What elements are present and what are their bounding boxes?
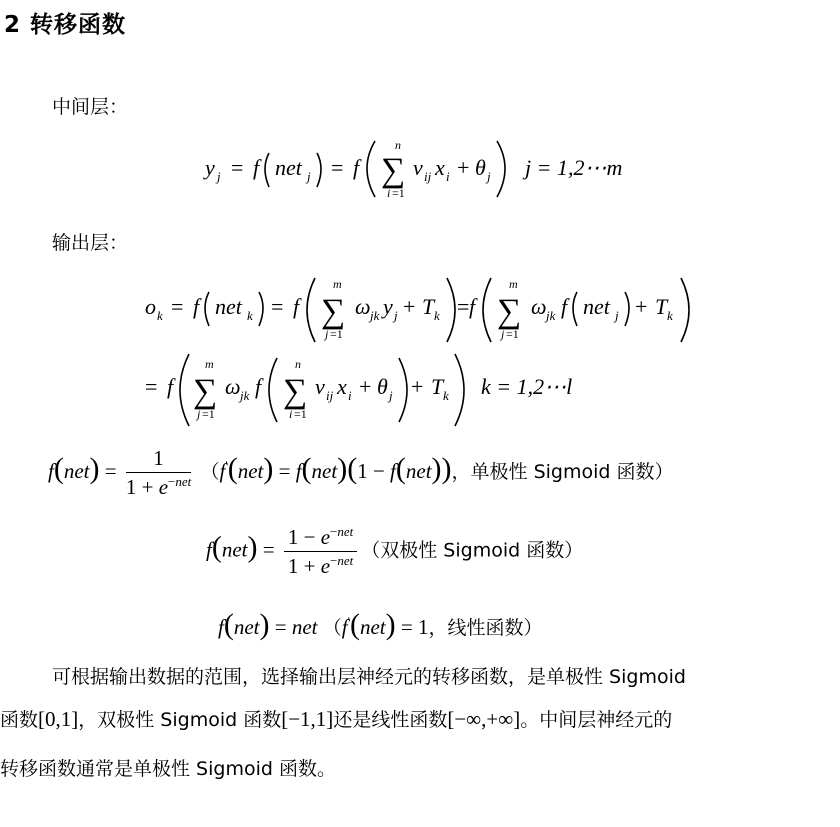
svg-text:n: n: [395, 138, 401, 152]
output-layer-equation-2: [135, 350, 715, 430]
svg-text:=1: =1: [506, 327, 519, 341]
svg-text:net: net: [215, 294, 242, 319]
bipolar-sigmoid-formula: f(net) = $\frac{1 - e^{-net}}{1 + e^{-net}}$ （双极性 Sigmoid 函数）: [206, 524, 584, 578]
unipolar-note: ，单极性 Sigmoid 函数）: [451, 460, 674, 483]
output-layer-label: 输出层：: [52, 232, 129, 254]
svg-text:j: j: [307, 169, 311, 184]
svg-text:T: T: [431, 374, 444, 399]
svg-text:f: f: [167, 374, 174, 399]
output-layer-equation-1: [135, 272, 715, 348]
svg-text:jk: jk: [370, 308, 380, 323]
linear-note: ，线性函数）: [428, 617, 543, 639]
svg-text:=: =: [331, 155, 344, 180]
svg-text:+: +: [635, 294, 648, 319]
svg-text:=: =: [231, 155, 244, 180]
svg-text:=: =: [271, 294, 284, 319]
svg-text:ij: ij: [326, 388, 334, 403]
svg-text:+: +: [403, 294, 416, 319]
svg-text:+: +: [411, 374, 424, 399]
svg-text:v: v: [413, 155, 423, 180]
svg-text:f: f: [561, 294, 568, 319]
svg-text:=: =: [171, 294, 184, 319]
svg-text:jk: jk: [546, 308, 556, 323]
paragraph-line-3: 转移函数通常是单极性 Sigmoid 函数。: [0, 758, 336, 780]
svg-text:=1: =1: [294, 407, 307, 421]
unipolar-sigmoid-formula: f(net) = $\frac{1}{1 + e^{-net}}$ （f'(net) = f(net)(1 − f(net))，单极性 Sigmoid 函数）: [48, 446, 674, 499]
svg-text:ω: ω: [355, 294, 371, 319]
svg-text:θ: θ: [377, 374, 388, 399]
bipolar-note: （双极性 Sigmoid 函数）: [361, 539, 584, 562]
svg-text:y: y: [205, 155, 215, 180]
svg-text:ij: ij: [424, 169, 432, 184]
svg-text:f: f: [293, 294, 300, 319]
svg-text:∑: ∑: [283, 373, 308, 410]
svg-text:j: j: [501, 327, 505, 341]
svg-text:∑: ∑: [381, 152, 406, 189]
svg-text:net: net: [275, 155, 302, 180]
svg-text:jk: jk: [240, 388, 250, 403]
svg-text:m: m: [333, 277, 342, 291]
svg-text:j: j: [325, 327, 329, 341]
svg-text:k: k: [434, 308, 440, 323]
paragraph-line-1: 可根据输出数据的范围，选择输出层神经元的转移函数，是单极性 Sigmoid: [52, 666, 686, 688]
svg-text:m: m: [205, 357, 214, 371]
svg-text:j: j: [197, 407, 201, 421]
output-range: k = 1,2⋯l: [481, 374, 573, 399]
svg-text:ω: ω: [225, 374, 241, 399]
svg-text:∑: ∑: [497, 293, 522, 330]
svg-text:k: k: [247, 308, 253, 323]
svg-text:y: y: [383, 294, 393, 319]
svg-text:f: f: [469, 294, 476, 319]
svg-text:∑: ∑: [321, 293, 346, 330]
hidden-layer-equation: [195, 135, 655, 205]
paragraph-line-2: 函数[0,1]，双极性 Sigmoid 函数[−1,1]还是线性函数[−∞,+∞]。中间层神经元的: [0, 707, 673, 731]
hidden-layer-label: 中间层：: [52, 96, 129, 118]
svg-text:T: T: [422, 294, 435, 319]
svg-text:i: i: [348, 388, 352, 403]
svg-text:n: n: [295, 357, 301, 371]
svg-text:j: j: [389, 388, 393, 403]
svg-text:k: k: [443, 388, 449, 403]
svg-text:f: f: [193, 294, 200, 319]
linear-formula: f(net) = net （f'(net) = 1，线性函数）: [218, 608, 543, 641]
svg-text:i: i: [446, 169, 450, 184]
svg-text:k: k: [667, 308, 673, 323]
hidden-range: j = 1,2⋯m: [525, 155, 623, 180]
svg-text:k: k: [157, 308, 163, 323]
svg-text:i: i: [289, 407, 293, 421]
svg-text:net: net: [583, 294, 610, 319]
svg-text:=1: =1: [392, 186, 405, 200]
svg-text:=1: =1: [330, 327, 343, 341]
svg-text:θ: θ: [475, 155, 486, 180]
svg-text:x: x: [435, 155, 445, 180]
svg-text:f: f: [253, 155, 260, 180]
section-title: 2 转移函数: [4, 12, 127, 38]
svg-text:+: +: [359, 374, 372, 399]
svg-text:m: m: [509, 277, 518, 291]
svg-text:j: j: [487, 169, 491, 184]
svg-text:=: =: [457, 294, 470, 319]
svg-text:j: j: [615, 308, 619, 323]
svg-text:j: j: [217, 169, 221, 184]
svg-text:f: f: [353, 155, 360, 180]
svg-text:T: T: [655, 294, 668, 319]
svg-text:=: =: [145, 374, 158, 399]
svg-text:v: v: [315, 374, 325, 399]
svg-text:f: f: [255, 374, 262, 399]
svg-text:i: i: [387, 186, 391, 200]
svg-text:ω: ω: [531, 294, 547, 319]
svg-text:o: o: [145, 294, 156, 319]
svg-text:j: j: [394, 308, 398, 323]
svg-text:∑: ∑: [193, 373, 218, 410]
svg-text:+: +: [457, 155, 470, 180]
svg-text:=1: =1: [202, 407, 215, 421]
svg-text:x: x: [337, 374, 347, 399]
